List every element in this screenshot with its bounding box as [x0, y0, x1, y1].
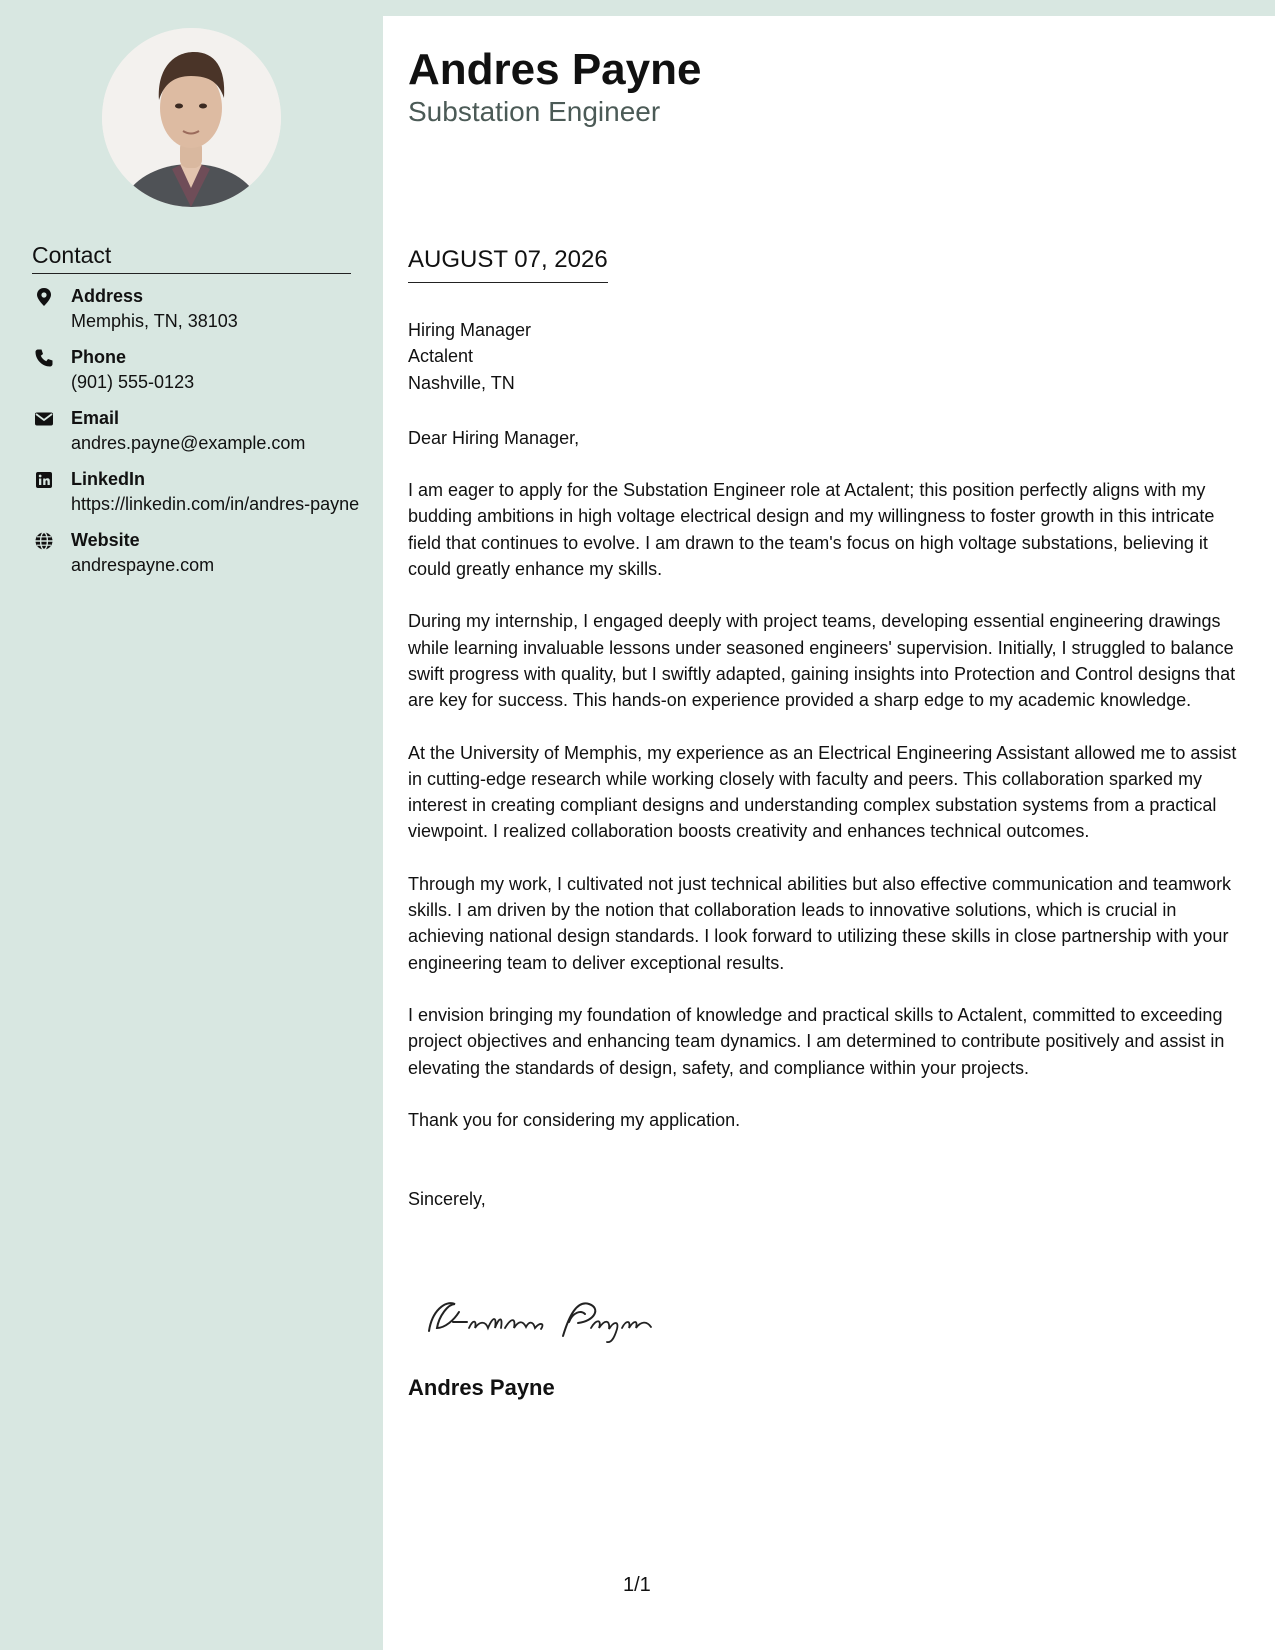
contact-value-email[interactable]: andres.payne@example.com	[71, 433, 306, 453]
applicant-name: Andres Payne	[408, 45, 702, 94]
contact-label-website: Website	[71, 530, 140, 550]
contact-item-email	[32, 406, 362, 455]
contact-label-email: Email	[71, 408, 120, 428]
contact-label-linkedin: LinkedIn	[71, 469, 146, 489]
contact-label-phone: Phone	[71, 347, 127, 367]
contact-item-address	[32, 284, 362, 333]
recipient-name: Hiring Manager	[408, 320, 532, 340]
contact-value-address: Memphis, TN, 38103	[71, 311, 238, 331]
contact-item-linkedin	[32, 467, 362, 516]
contact-value-linkedin[interactable]: https://linkedin.com/in/andres-payne	[71, 494, 360, 514]
envelope-icon	[34, 409, 54, 429]
letter-paragraph: I am eager to apply for the Substation Engineer role at Actalent; this position perfectly aligns with my budding ambitions in high voltage electrical design and my willingness to foster growth in this intricate field that continues to evolve. I am drawn to the team's focus on high voltage substations, believing it could greatly enhance my skills.	[408, 480, 1215, 580]
contact-heading: Contact	[32, 240, 351, 274]
profile-photo	[102, 28, 281, 207]
globe-icon	[34, 531, 54, 551]
letter-paragraph: Thank you for considering my application.	[408, 1109, 741, 1130]
letter-body	[408, 317, 1238, 1212]
recipient-location: Nashville, TN	[408, 372, 515, 393]
signature-image	[415, 1286, 675, 1346]
letter-greeting: Dear Hiring Manager,	[408, 427, 580, 448]
phone-icon	[34, 348, 54, 368]
contact-value-website[interactable]: andrespayne.com	[71, 555, 215, 575]
applicant-title: Substation Engineer	[408, 96, 661, 127]
page-number: 1/1	[623, 1574, 651, 1596]
letter-paragraph: During my internship, I engaged deeply with project teams, developing essential engineering drawings while learning invaluable lessons under seasoned engineers' supervision. Initially, I struggled to balance swift progress with quality, but I swiftly adapted, gaining insights into Protection and Control designs that are key for success. This hands-on experience provided a sharp edge to my academic knowledge.	[408, 611, 1236, 711]
contact-value-phone: (901) 555-0123	[71, 372, 195, 392]
contact-item-website	[32, 528, 362, 577]
letter-paragraph: At the University of Memphis, my experience as an Electrical Engineering Assistant allowed me to assist in cutting-edge research while working closely with faculty and peers. This collaboration sparked my interest in creating compliant designs and understanding complex substation systems from a practical viewpoint. I realized collaboration boosts creativity and enhances technical outcomes.	[408, 742, 1237, 842]
contact-item-phone	[32, 345, 362, 394]
sidebar	[0, 0, 383, 1650]
letter-paragraph: Through my work, I cultivated not just technical abilities but also effective communication and teamwork skills. I am driven by the notion that collaboration leads to innovative solutions, which is crucial in achieving national design standards. I look forward to utilizing these skills in close partnership with your engineering team to deliver exceptional results.	[408, 873, 1232, 973]
letter-date: AUGUST 07, 2026	[408, 244, 608, 283]
location-pin-icon	[34, 287, 54, 307]
linkedin-icon	[34, 470, 54, 490]
letter-closing: Sincerely,	[408, 1189, 486, 1210]
letter-paragraph: I envision bringing my foundation of knowledge and practical skills to Actalent, committed to exceeding project objectives and enhancing team dynamics. I am determined to contribute positively and assist in elevating the standards of design, safety, and compliance within your projects.	[408, 1004, 1225, 1078]
letter-content	[383, 16, 1275, 1650]
signed-name: Andres Payne	[408, 1375, 555, 1400]
contact-list	[32, 284, 362, 589]
recipient-company: Actalent	[408, 346, 474, 367]
contact-label-address: Address	[71, 286, 144, 306]
recipient-block	[408, 317, 1238, 396]
